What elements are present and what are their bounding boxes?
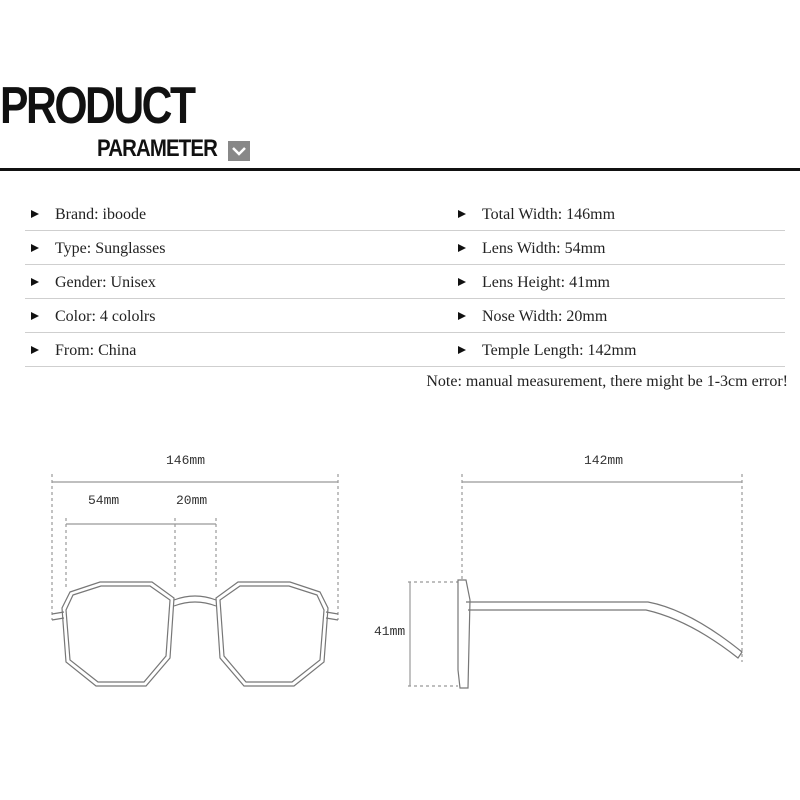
bullet-arrow-icon — [458, 244, 466, 252]
header-rule — [0, 168, 800, 171]
bullet-arrow-icon — [31, 278, 39, 286]
spec-row — [25, 265, 785, 299]
measurement-note: Note: manual measurement, there might be 1-3cm error! — [426, 373, 788, 390]
temple-length-label: 142mm — [584, 453, 624, 468]
spec-row — [25, 299, 785, 333]
spec-item — [31, 308, 155, 326]
spec-label: Temple Length: 142mm — [482, 342, 637, 359]
bullet-arrow-icon — [31, 244, 39, 252]
spec-item — [458, 240, 606, 258]
spec-item — [31, 274, 156, 292]
bullet-arrow-icon — [31, 346, 39, 354]
spec-item — [31, 206, 146, 224]
spec-label: Lens Width: 54mm — [482, 240, 606, 257]
spec-item — [458, 206, 615, 224]
spec-row — [25, 333, 785, 367]
bullet-arrow-icon — [31, 210, 39, 218]
spec-item — [31, 342, 136, 360]
bullet-arrow-icon — [458, 278, 466, 286]
spec-label: From: China — [55, 342, 137, 359]
spec-item — [458, 342, 636, 360]
spec-table — [25, 197, 785, 367]
spec-label: Type: Sunglasses — [55, 240, 166, 257]
lens-width-label: 54mm — [88, 493, 120, 508]
chevron-down-icon — [228, 141, 250, 161]
side-view-glasses — [408, 474, 742, 688]
spec-row — [25, 231, 785, 265]
spec-label: Gender: Unisex — [55, 274, 156, 291]
page-subtitle: PARAMETER — [97, 135, 218, 162]
spec-label: Brand: iboode — [55, 206, 147, 223]
spec-label: Color: 4 cololrs — [55, 308, 156, 325]
spec-label: Nose Width: 20mm — [482, 308, 608, 325]
spec-item — [458, 274, 610, 292]
spec-item — [31, 240, 165, 258]
bullet-arrow-icon — [458, 312, 466, 320]
lens-height-label: 41mm — [374, 624, 406, 639]
total-width-label: 146mm — [166, 453, 206, 468]
bullet-arrow-icon — [458, 210, 466, 218]
bullet-arrow-icon — [31, 312, 39, 320]
glasses-dimension-diagram — [0, 430, 800, 730]
bullet-arrow-icon — [458, 346, 466, 354]
spec-row — [25, 197, 785, 231]
spec-item — [458, 308, 607, 326]
spec-label: Total Width: 146mm — [482, 206, 616, 223]
page-title: PRODUCT — [0, 77, 194, 135]
nose-width-label: 20mm — [176, 493, 208, 508]
spec-label: Lens Height: 41mm — [482, 274, 610, 291]
